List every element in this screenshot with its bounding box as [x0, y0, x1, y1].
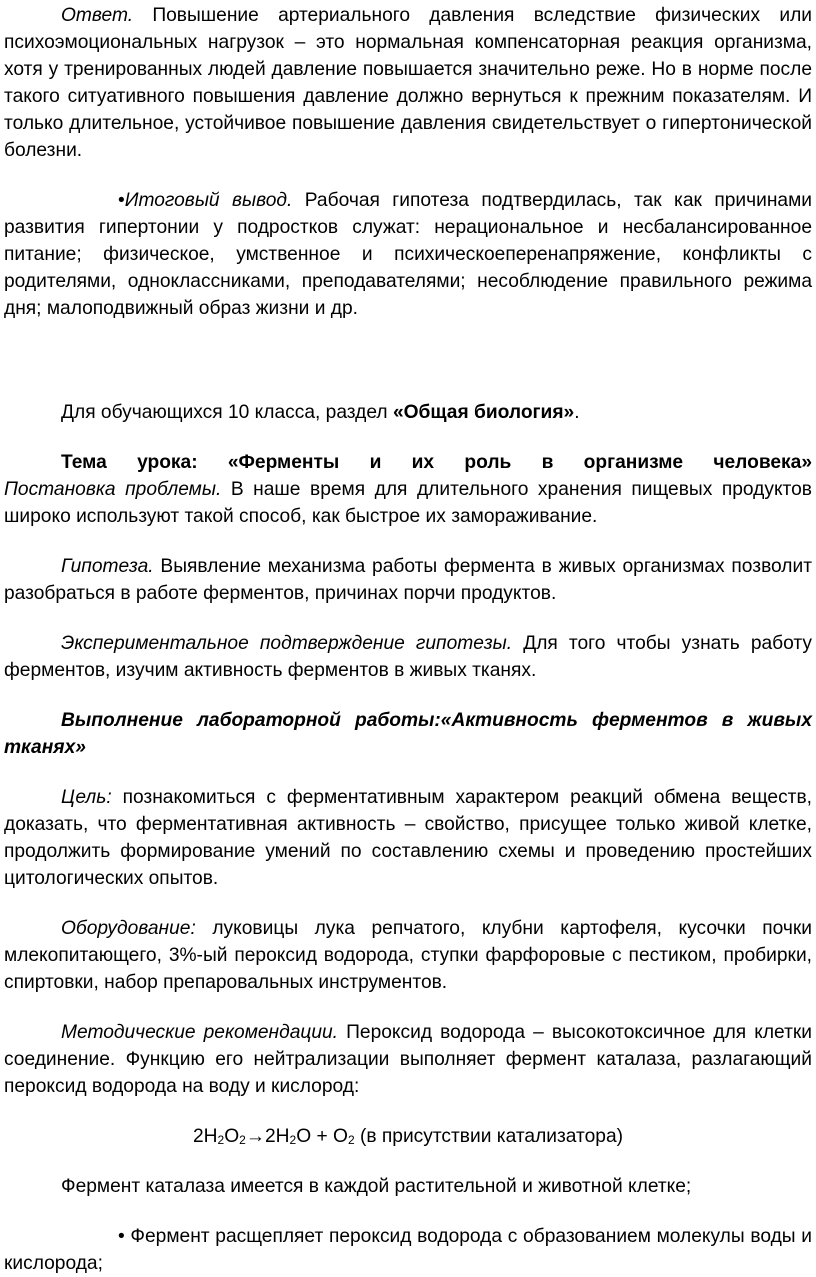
conclusion-label: Итоговый вывод. [124, 190, 293, 211]
hypothesis-paragraph [4, 553, 812, 607]
conclusion-text: Рабочая гипотеза подтвердилась, так как причинами развития гипертонии у подростков служат: нерациональное и несбалансированное питание; физическое, умственное и психическоеперенапряжение, конфликты с родителями, одноклассниками, преподавателями; несоблюдение правильного режима дня; малоподвижный образ жизни и др. [4, 190, 812, 319]
conclusion-paragraph [4, 187, 812, 322]
bullet-icon: • [118, 1226, 125, 1247]
equipment-paragraph [4, 915, 812, 996]
formula-part: 2H [192, 1126, 218, 1147]
methods-paragraph [4, 1019, 812, 1100]
answer-text: Повышение артериального давления вследствие физических или психоэмоциональных нагрузок – это нормальная компенсаторная реакция организма, хотя у тренированных людей давление повышается значительно реже. Но в норме после такого ситуативного повышения давление должно вернуться к прежним показателям. И только длительное, устойчивое повышение давления свидетельствует о гипертонической болезни. [4, 5, 812, 161]
answer-paragraph [4, 2, 812, 164]
experiment-label: Экспериментальное подтверждение гипотезы. [61, 633, 513, 654]
formula-part: O + O [296, 1126, 348, 1147]
methods-text: Пероксид водорода – высокотоксичное для клетки соединение. Функцию его нейтрализации выполняет фермент каталаза, разлагающий пероксид водорода на воду и кислород: [4, 1022, 812, 1097]
audience-end: . [574, 402, 580, 423]
enzyme-text: Фермент расщепляет пероксид водорода с образованием молекулы воды и кислорода; [4, 1226, 812, 1274]
formula-arrow: →2H [245, 1126, 290, 1147]
problem-label: Постановка проблемы. [4, 479, 222, 500]
equipment-text: луковицы лука репчатого, клубни картофеля, кусочки почки млекопитающего, 3%-ый пероксид водорода, ступки фарфоровые с пестиком, пробирки, спиртовки, набор препаровальных инструментов. [4, 918, 812, 993]
experiment-paragraph [4, 630, 812, 684]
hypothesis-text: Выявление механизма работы фермента в живых организмах позволит разобраться в работе ферментов, причинах порчи продуктов. [4, 556, 812, 604]
formula-subscript: 2 [289, 1133, 297, 1147]
audience-text: Для обучающихся 10 класса, раздел [61, 402, 393, 423]
formula-note: (в присутствии катализатора) [354, 1126, 624, 1147]
experiment-text: Для того чтобы узнать работу ферментов, изучим активность ферментов в живых тканях. [4, 633, 813, 681]
formula-subscript: 2 [347, 1133, 355, 1147]
equipment-label: Оборудование: [61, 918, 196, 939]
goal-text: познакомиться с ферментативным характером реакций обмена веществ, доказать, что ферментативная активность – свойство, присущее только живой клетке, продолжить формирование умений по составлению схемы и проведению простейших цитологических опытов. [4, 787, 812, 889]
problem-text: В наше время для длительного хранения пищевых продуктов широко используют такой способ, как быстрое их замораживание. [4, 479, 812, 527]
formula-part: O [224, 1126, 240, 1147]
lesson-title: Тема урока: «Ферменты и их роль в организме человека» [61, 452, 812, 473]
lab-work-title: Выполнение лабораторной работы:«Активность ферментов в живых тканях» [4, 710, 812, 758]
goal-label: Цель: [61, 787, 112, 808]
answer-label: Ответ. [61, 5, 134, 26]
lesson-paragraph [4, 449, 812, 530]
bullet-icon: • [118, 190, 125, 211]
reaction-formula [4, 1123, 812, 1150]
methods-label: Методические рекомендации. [61, 1022, 339, 1043]
audience-paragraph [4, 399, 812, 426]
enzyme-paragraph [4, 1223, 812, 1277]
goal-paragraph [4, 784, 812, 892]
hypothesis-label: Гипотеза. [61, 556, 154, 577]
formula-subscript: 2 [217, 1133, 225, 1147]
section-name: «Общая биология» [392, 402, 575, 423]
formula-subscript: 2 [239, 1133, 246, 1147]
catalase-paragraph: Фермент каталаза имеется в каждой растительной и животной клетке; [61, 1176, 692, 1197]
